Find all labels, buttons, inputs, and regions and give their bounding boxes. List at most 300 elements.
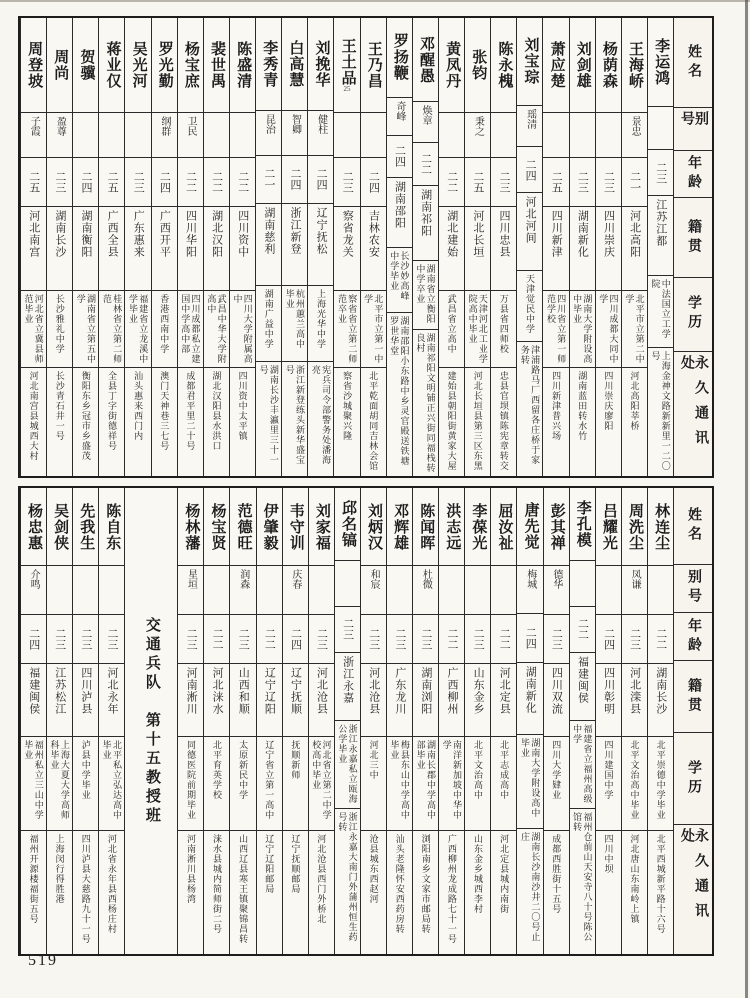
person-column — [20, 488, 46, 954]
native-place-cell — [204, 664, 229, 737]
person-education: 河北省立冀县师范毕业 — [23, 294, 44, 364]
person-education: 中法国立工学院 — [650, 278, 671, 339]
person-name: 陈自东 — [104, 502, 121, 551]
name-cell — [99, 18, 124, 113]
age-cell — [570, 158, 595, 207]
person-name: 屈汝祉 — [496, 502, 513, 551]
native-place-cell — [99, 664, 124, 737]
address-cell — [309, 831, 334, 954]
person-name: 蒋业仅 — [104, 41, 121, 89]
person-education: 长沙妙高峰中学毕业 — [389, 251, 410, 302]
native-place-cell — [648, 196, 673, 275]
person-column — [98, 18, 124, 476]
person-native-place: 湖北汉阳 — [210, 210, 223, 258]
name-cell — [282, 18, 307, 111]
address-cell — [413, 831, 438, 954]
person-column — [647, 488, 673, 954]
native-place-cell — [73, 207, 98, 291]
native-place-cell — [596, 207, 621, 291]
person-native-place: 浙江新登 — [289, 206, 301, 255]
person-column — [203, 488, 229, 954]
person-age: 二四 — [602, 628, 615, 650]
person-alias: 盈尊 — [54, 116, 66, 136]
name-cell — [21, 18, 46, 113]
person-name: 陈盛清 — [235, 41, 252, 89]
age-cell — [204, 158, 229, 207]
alias-cell — [517, 106, 542, 148]
page-number: 519 — [28, 952, 58, 969]
person-column — [516, 488, 542, 954]
education-cell — [361, 737, 386, 831]
education-cell — [204, 291, 229, 368]
address-cell — [334, 368, 359, 476]
name-cell — [361, 488, 386, 566]
person-address: 河北唐山东南岭上镇 — [629, 834, 640, 924]
row-header-native-label: 籍贯 — [686, 218, 701, 257]
native-place-cell — [570, 653, 595, 721]
person-age: 二一 — [628, 171, 641, 193]
name-cell — [491, 488, 516, 566]
address-cell — [439, 368, 464, 476]
native-place-cell — [309, 664, 334, 737]
person-alias: 梅城 — [524, 568, 536, 589]
address-cell — [387, 313, 412, 476]
age-cell — [256, 156, 281, 204]
education-cell — [439, 737, 464, 831]
age-cell — [99, 615, 124, 664]
person-education: 北平私立弘达高中毕业 — [101, 740, 123, 820]
address-cell — [283, 831, 308, 954]
education-cell — [256, 286, 281, 362]
age-cell — [125, 158, 150, 207]
person-education: 万县省四师校 — [498, 294, 509, 354]
alias-cell — [544, 566, 569, 615]
row-header-native-label: 籍贯 — [686, 677, 701, 716]
person-address: 澳门天神巷三七号 — [159, 371, 170, 451]
address-cell — [413, 330, 438, 476]
person-address: 湖南邵阳小东路中乡灵官殿送铁塘罗世华堂 — [389, 316, 410, 467]
person-name: 刘剑雄 — [574, 41, 591, 89]
row-header-alias — [674, 108, 712, 151]
name-cell — [361, 18, 386, 113]
native-place-cell — [178, 207, 203, 291]
person-age: 二三 — [53, 171, 66, 193]
person-native-place: 山东金乡 — [472, 667, 485, 715]
row-header-address — [674, 352, 712, 476]
person-address: 建始县朝阳街黄家大屋 — [446, 371, 457, 471]
education-cell — [204, 737, 229, 831]
person-age: 二四 — [524, 158, 537, 181]
address-cell — [387, 831, 412, 954]
person-age: 二二 — [654, 628, 667, 650]
person-native-place: 湖南长沙 — [53, 210, 66, 258]
education-cell — [439, 291, 464, 368]
person-age: 二四 — [524, 627, 537, 650]
education-cell — [570, 291, 595, 368]
person-address: 衡阳东乡冠市乡盛茂 — [80, 371, 91, 461]
person-column — [412, 488, 438, 954]
education-cell — [309, 737, 334, 831]
alias-cell — [596, 113, 621, 158]
person-native-place: 四川新津 — [550, 210, 563, 258]
person-age: 二一 — [262, 168, 275, 191]
education-cell — [648, 737, 673, 831]
native-place-cell — [439, 207, 464, 291]
alias-cell — [152, 113, 177, 158]
person-alias: 子霞 — [28, 116, 40, 136]
native-place-cell — [465, 664, 490, 737]
alias-cell — [543, 113, 568, 158]
person-native-place: 四川泸县 — [79, 667, 92, 715]
person-age: 二三 — [132, 171, 145, 193]
person-alias: 焕章 — [420, 105, 432, 126]
person-native-place: 福建闽侯 — [576, 655, 589, 704]
person-column — [542, 18, 568, 476]
age-cell — [544, 615, 569, 664]
person-address: 湖南长沙南沙井二〇号止庄 — [519, 831, 541, 942]
person-native-place: 河北高阳 — [628, 210, 641, 258]
person-name: 罗光勤 — [156, 41, 173, 89]
person-native-place: 四川忠县 — [498, 210, 510, 258]
person-age: 二三 — [498, 171, 510, 193]
person-name: 王乃昌 — [365, 41, 382, 89]
person-age: 二三 — [53, 628, 66, 650]
name-cell — [283, 488, 308, 566]
name-cell — [465, 18, 490, 113]
row-header-education — [674, 733, 712, 825]
person-address: 山西辽县寒王镇聚锦昌转 — [238, 834, 249, 944]
person-native-place: 四川华阳 — [184, 210, 197, 258]
person-education: 福州私立三山中学毕业 — [23, 740, 44, 820]
person-name: 杨忠惠 — [26, 502, 43, 551]
person-age: 二三 — [367, 628, 380, 650]
alias-cell — [439, 113, 464, 158]
person-name: 周尚 — [52, 49, 69, 81]
age-cell — [204, 615, 229, 664]
person-column — [386, 18, 412, 476]
person-native-place: 广西柳州 — [446, 667, 459, 715]
education-cell — [257, 737, 282, 831]
person-native-place: 湖南衡阳 — [80, 210, 92, 258]
name-cell — [73, 18, 98, 113]
name-cell — [491, 18, 516, 113]
row-header-name — [674, 18, 712, 108]
person-column — [255, 18, 281, 476]
section-divider-cell — [125, 488, 177, 954]
person-name: 刘炳汉 — [366, 502, 383, 551]
person-column — [72, 488, 98, 954]
education-cell — [622, 291, 647, 368]
person-age: 二二 — [236, 171, 249, 193]
person-address: 津浦路马厂西留各庄桥于家务转 — [519, 344, 541, 465]
person-address: 北平西城新平路十六号 — [655, 834, 666, 934]
name-cell — [387, 18, 412, 98]
person-native-place: 河北长垣 — [471, 210, 484, 258]
person-column — [569, 488, 595, 954]
person-alias: 瑶清 — [524, 108, 536, 129]
person-native-place: 广东惠来 — [132, 210, 145, 258]
person-native-place: 河北滦县 — [628, 667, 641, 715]
alias-cell — [204, 566, 229, 615]
native-place-cell — [361, 664, 386, 737]
person-column — [98, 488, 124, 954]
row-header-address-label: 永久通讯处 — [679, 354, 708, 455]
name-cell — [465, 488, 490, 566]
education-cell — [152, 291, 177, 368]
person-address: 上海闵行得胜港 — [54, 834, 65, 904]
address-cell — [491, 831, 516, 954]
person-native-place: 河北沧县 — [367, 667, 380, 715]
native-place-cell — [99, 207, 124, 291]
person-native-place: 湖南新化 — [576, 210, 589, 258]
person-education: 福建省立龙溪中学毕业 — [127, 294, 149, 364]
address-cell — [178, 368, 203, 476]
alias-cell — [309, 566, 334, 615]
age-cell — [491, 615, 516, 664]
person-column — [229, 18, 255, 476]
person-name: 杨宝庶 — [182, 41, 199, 89]
person-education: 湖南大学附设高中毕业 — [572, 294, 593, 364]
person-name: 邓醒愚 — [417, 35, 434, 84]
person-education: 桂林省立第二师范 — [101, 294, 123, 364]
name-cell — [257, 488, 282, 566]
person-education: 武昌中华大学附高中 — [206, 294, 227, 364]
alias-cell — [256, 111, 281, 155]
person-native-place: 吉林农安 — [367, 210, 380, 258]
person-alias: 纲群 — [158, 116, 170, 136]
name-cell — [622, 488, 647, 566]
address-cell — [439, 831, 464, 954]
person-age: 二三 — [105, 628, 118, 650]
address-cell — [465, 831, 490, 954]
name-cell — [335, 488, 360, 561]
person-column — [203, 18, 229, 476]
person-address: 宪兵司令部警务处潘海亮 — [310, 365, 332, 466]
person-address: 四川中坝 — [603, 834, 614, 874]
address-cell — [465, 368, 490, 476]
address-cell — [282, 362, 307, 476]
person-column — [569, 18, 595, 476]
person-native-place: 河北南宫 — [27, 210, 40, 258]
person-education: 辽宁省立第一高中 — [264, 740, 275, 820]
person-column — [490, 488, 516, 954]
alias-cell — [283, 566, 308, 615]
person-column — [256, 488, 282, 954]
person-address: 湖北汉阳县水洪口 — [211, 371, 222, 451]
address-cell — [125, 368, 150, 476]
person-column — [621, 488, 647, 954]
alias-cell — [491, 113, 516, 158]
native-place-cell — [230, 207, 255, 291]
name-cell — [596, 18, 621, 113]
native-place-cell — [282, 204, 307, 287]
address-cell — [491, 368, 516, 476]
education-cell — [283, 737, 308, 831]
education-cell — [178, 737, 203, 831]
name-cell — [178, 488, 203, 566]
person-native-place: 湖南祁阳 — [419, 189, 432, 238]
person-education: 北平志成高中 — [499, 740, 510, 800]
person-education: 福建省立福州高级中学 — [572, 724, 593, 805]
person-age: 二三 — [315, 628, 328, 650]
person-name: 唐先觉 — [522, 502, 539, 551]
person-alias: 凤谦 — [629, 569, 641, 589]
person-native-place: 河北永年 — [105, 667, 118, 715]
age-cell — [387, 136, 412, 178]
native-place-cell — [204, 207, 229, 291]
address-cell — [517, 829, 542, 954]
person-education: 河北省立第二中学校高中毕业 — [311, 740, 332, 820]
name-cell — [387, 488, 412, 566]
person-name: 罗扬鞭 — [391, 33, 408, 82]
person-education: 湖南省立衡阳中学卒业 — [415, 264, 436, 325]
name-cell — [73, 488, 98, 566]
person-name: 萧应楚 — [548, 41, 565, 89]
address-cell — [99, 831, 124, 954]
address-cell — [204, 831, 229, 954]
person-education: 梅县东山中学高中毕业 — [389, 740, 410, 820]
person-address: 河北高阳莘桥 — [629, 371, 640, 431]
person-address: 忠县官坝镇陈宪章转交 — [498, 371, 509, 471]
name-cell — [439, 18, 464, 113]
person-native-place: 湖南慈利 — [262, 206, 275, 255]
person-column — [46, 18, 72, 476]
person-column — [177, 488, 203, 954]
alias-cell — [308, 111, 333, 155]
person-name: 贺骥 — [78, 49, 95, 81]
person-address: 浙江永嘉大南门外蒲州恒生药号转 — [337, 811, 358, 942]
address-cell — [73, 368, 98, 476]
native-place-cell — [335, 653, 360, 721]
person-alias: 健柱 — [315, 114, 327, 135]
person-education: 太原新民中学 — [238, 740, 249, 800]
education-cell — [230, 291, 255, 368]
person-native-place: 福建闽侯 — [27, 667, 40, 715]
person-age: 二二 — [445, 171, 458, 193]
age-cell — [491, 158, 516, 207]
person-native-place: 四川崇庆 — [602, 210, 615, 258]
age-cell — [361, 158, 386, 207]
person-native-place: 辽宁辽阳 — [263, 667, 276, 715]
person-name: 彭其禅 — [548, 502, 565, 551]
section-divider-label: 交通兵队 第十五教授班 — [143, 616, 160, 826]
person-age: 二三 — [654, 161, 667, 184]
alias-cell — [47, 113, 72, 158]
person-name: 吴剑侠 — [52, 502, 69, 551]
education-cell — [413, 737, 438, 831]
person-name: 李孔模 — [574, 499, 591, 548]
name-cell — [256, 18, 281, 111]
person-age: 二三 — [628, 628, 641, 650]
person-column — [595, 488, 621, 954]
native-place-cell — [47, 664, 72, 737]
address-cell — [308, 362, 333, 476]
native-place-cell — [544, 664, 569, 737]
person-address: 汕头老隆怀安西药房转 — [394, 834, 405, 934]
education-cell — [387, 737, 412, 831]
person-education: 上海大夏大学高师科毕业 — [49, 740, 70, 820]
person-name: 洪志远 — [444, 502, 461, 551]
name-cell — [309, 488, 334, 566]
alias-cell — [21, 113, 46, 158]
address-cell — [21, 368, 46, 476]
person-age: 二五 — [27, 171, 40, 193]
person-education: 四川建国中学 — [603, 740, 614, 800]
person-name: 李秀青 — [261, 40, 278, 89]
address-cell — [570, 368, 595, 476]
age-cell — [283, 615, 308, 664]
person-age: 二四 — [289, 168, 301, 191]
name-annotation: 25 — [343, 84, 351, 93]
age-cell — [596, 615, 621, 664]
row-header-name-label: 姓名 — [686, 43, 701, 82]
person-column — [647, 18, 673, 476]
name-cell — [622, 18, 647, 113]
native-place-cell — [622, 664, 647, 737]
person-education: 香港西南中学 — [159, 294, 170, 354]
person-education: 抚顺新师 — [290, 740, 301, 780]
name-cell — [517, 18, 542, 106]
person-education: 杭州蕙兰高中毕业 — [284, 289, 306, 350]
person-column — [308, 488, 334, 954]
native-place-cell — [517, 193, 542, 271]
person-age: 二四 — [80, 171, 92, 193]
name-cell — [152, 18, 177, 113]
education-cell — [99, 737, 124, 831]
person-education: 湖南长郡中学高中部毕业 — [415, 740, 436, 820]
alias-cell — [465, 566, 490, 615]
person-column — [177, 18, 203, 476]
person-name: 李运鸿 — [653, 38, 670, 87]
person-name: 吕耀光 — [600, 502, 617, 551]
education-cell — [282, 286, 307, 362]
education-cell — [47, 291, 72, 368]
native-place-cell — [517, 663, 542, 736]
person-education: 天津觉民中学 — [524, 273, 535, 334]
row-header-column — [673, 488, 712, 954]
education-cell — [596, 737, 621, 831]
address-cell — [230, 368, 255, 476]
person-name: 王海峤 — [626, 41, 643, 89]
education-cell — [517, 735, 542, 828]
person-alias: 和宸 — [368, 569, 380, 589]
name-cell — [543, 18, 568, 113]
alias-cell — [178, 113, 203, 158]
native-place-cell — [413, 186, 438, 261]
name-cell — [308, 18, 333, 111]
alias-cell — [282, 111, 307, 155]
person-education: 南洋新加坡中华中学 — [441, 740, 463, 820]
row-header-column — [673, 18, 712, 476]
person-education: 湖南广益中学 — [263, 289, 274, 350]
native-place-cell — [283, 664, 308, 737]
person-address: 成都君平里二十号 — [185, 371, 196, 451]
row-header-alias-label: 别号 — [679, 111, 708, 131]
person-native-place: 湖南长沙 — [654, 667, 667, 715]
row-header-education-label: 学历 — [686, 759, 701, 798]
age-cell — [99, 158, 124, 207]
person-education: 北平崇德中学毕业 — [655, 740, 666, 820]
age-cell — [465, 158, 490, 207]
age-cell — [361, 615, 386, 664]
alias-cell — [257, 566, 282, 615]
age-cell — [439, 158, 464, 207]
name-cell — [570, 488, 595, 561]
alias-cell — [465, 113, 490, 158]
person-age: 二三 — [576, 171, 589, 193]
person-age: 二四 — [367, 171, 380, 193]
person-age: 二三 — [185, 628, 198, 650]
